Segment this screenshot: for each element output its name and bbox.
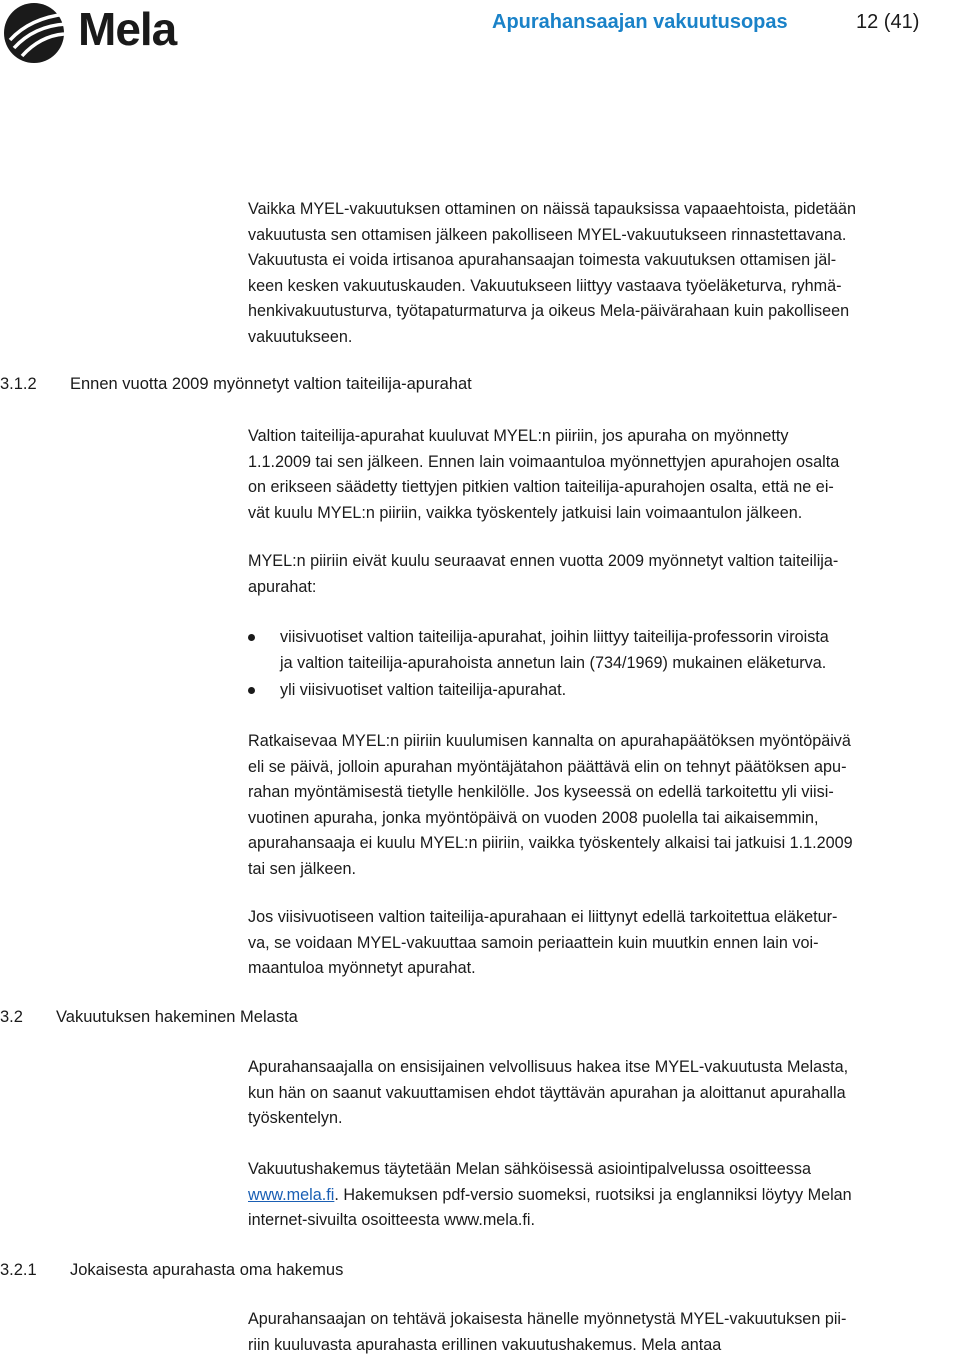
bullet-icon: [248, 634, 255, 641]
text-line: kun hän on saanut vakuuttamisen ehdot täyttävän apurahan ja aloittanut apurahalla: [248, 1081, 960, 1107]
text-line: 1.1.2009 tai sen jälkeen. Ennen lain voimaantuloa myönnettyjen apurahojen osalta: [248, 450, 960, 476]
text-line: vakuutusta sen ottamisen jälkeen pakolliseen MYEL-vakuutukseen rinnastettavana.: [248, 223, 960, 249]
section-number: 3.2.1: [0, 1258, 70, 1283]
text-line: Vakuutushakemus täytetään Melan sähköisessä asiointipalvelussa osoitteessa: [248, 1157, 960, 1183]
text-line: on erikseen säädetty tiettyjen pitkien valtion taiteilija-apurahojen osalta, että ne ei-: [248, 475, 960, 501]
text-line: eli se päivä, jolloin apurahan myöntäjätahon päättävä elin on tehnyt päätöksen apu-: [248, 755, 960, 781]
text-line: yli viisivuotiset valtion taiteilija-apurahat.: [280, 678, 566, 704]
section-number: 3.1.2: [0, 372, 70, 397]
text-line: vuotinen apuraha, jonka myöntöpäivä on vuoden 2008 puolella tai aikaisemmin,: [248, 806, 960, 832]
mela-logo-icon: [0, 0, 72, 64]
section-heading-3-2: [0, 1005, 298, 1030]
text-line: viisivuotiset valtion taiteilija-apurahat, joihin liittyy taiteilija-professorin viroista: [280, 625, 829, 651]
text-line: Apurahansaajan on tehtävä jokaisesta hänelle myönnetystä MYEL-vakuutuksen pii-: [248, 1307, 960, 1333]
document-title: Apurahansaajan vakuutusopas: [492, 11, 788, 34]
text-line: keen kesken vakuutuskauden. Vakuutukseen liittyy vastaava työeläketurva, ryhmä-: [248, 274, 960, 300]
page-number: 12 (41): [856, 11, 919, 34]
text-line: henkivakuutusturva, työtapaturmaturva ja oikeus Mela-päivärahaan kuin pakolliseen: [248, 299, 960, 325]
section-title: Jokaisesta apurahasta oma hakemus: [70, 1261, 343, 1279]
text-line: va, se voidaan MYEL-vakuuttaa samoin periaattein kuin muutkin ennen lain voi-: [248, 931, 960, 957]
text-line: Valtion taiteilija-apurahat kuuluvat MYEL:n piiriin, jos apuraha on myönnetty: [248, 424, 960, 450]
mela-logo: [0, 0, 190, 64]
text-line: tai sen jälkeen.: [248, 857, 960, 883]
section-title: Ennen vuotta 2009 myönnetyt valtion taiteilija-apurahat: [70, 375, 472, 393]
mela-website-link[interactable]: www.mela.fi: [248, 1186, 334, 1204]
text-line: MYEL:n piiriin eivät kuulu seuraavat ennen vuotta 2009 myönnetyt valtion taiteilija-: [248, 549, 960, 575]
text-line: apurahat:: [248, 575, 960, 601]
paragraph-voluntary-insurance: [248, 197, 960, 350]
text-line: työskentelyn.: [248, 1106, 960, 1132]
bullet-icon: [248, 687, 255, 694]
text-line: internet-sivuilta osoitteesta www.mela.fi.: [248, 1208, 960, 1234]
text-line: Ratkaisevaa MYEL:n piiriin kuulumisen kannalta on apurahapäätöksen myöntöpäivä: [248, 729, 960, 755]
paragraph-exclusions-intro: [248, 549, 960, 600]
text-line: ja valtion taiteilija-apurahoista annetun lain (734/1969) mukainen eläketurva.: [280, 651, 829, 677]
paragraph-five-year-grant: [248, 905, 960, 982]
text-line: vakuutukseen.: [248, 325, 960, 351]
text-line: Apurahansaajalla on ensisijainen velvollisuus hakea itse MYEL-vakuutusta Melasta,: [248, 1055, 960, 1081]
paragraph-state-grants: [248, 424, 960, 526]
text-line: vät kuulu MYEL:n piiriin, vaikka työskentely jatkuisi lain voimaantulon jälkeen.: [248, 501, 960, 527]
text-line: apurahansaaja ei kuulu MYEL:n piiriin, vaikka työskentely alkaisi tai jatkuisi 1.1.2009: [248, 831, 960, 857]
section-number: 3.2: [0, 1005, 56, 1030]
section-title: Vakuutuksen hakeminen Melasta: [56, 1008, 298, 1026]
paragraph-decisive-date: [248, 729, 960, 882]
text-line: riin kuuluvasta apurahasta erillinen vakuutushakemus. Mela antaa: [248, 1333, 960, 1358]
paragraph-application-duty: [248, 1055, 960, 1132]
logo-wordmark: Mela: [78, 2, 176, 56]
text-line: Jos viisivuotiseen valtion taiteilija-apurahaan ei liittynyt edellä tarkoitettua eläketur-: [248, 905, 960, 931]
section-heading-3-1-2: [0, 372, 472, 397]
text-line: Vakuutusta ei voida irtisanoa apurahansaajan toimesta vakuutuksen ottamisen jäl-: [248, 248, 960, 274]
paragraph-separate-applications: [248, 1307, 960, 1358]
text-line: Vaikka MYEL-vakuutuksen ottaminen on näissä tapauksissa vapaaehtoista, pidetään: [248, 197, 960, 223]
text-line: maantuloa myönnetyt apurahat.: [248, 956, 960, 982]
text-line: [248, 1183, 960, 1209]
text-line: rahan myöntämisestä tietylle henkilölle. Jos kyseessä on edellä tarkoitettu yli viisi-: [248, 780, 960, 806]
paragraph-application-form: [248, 1157, 960, 1234]
section-heading-3-2-1: [0, 1258, 343, 1283]
text-fragment: . Hakemuksen pdf-versio suomeksi, ruotsiksi ja englanniksi löytyy Melan: [334, 1186, 851, 1204]
